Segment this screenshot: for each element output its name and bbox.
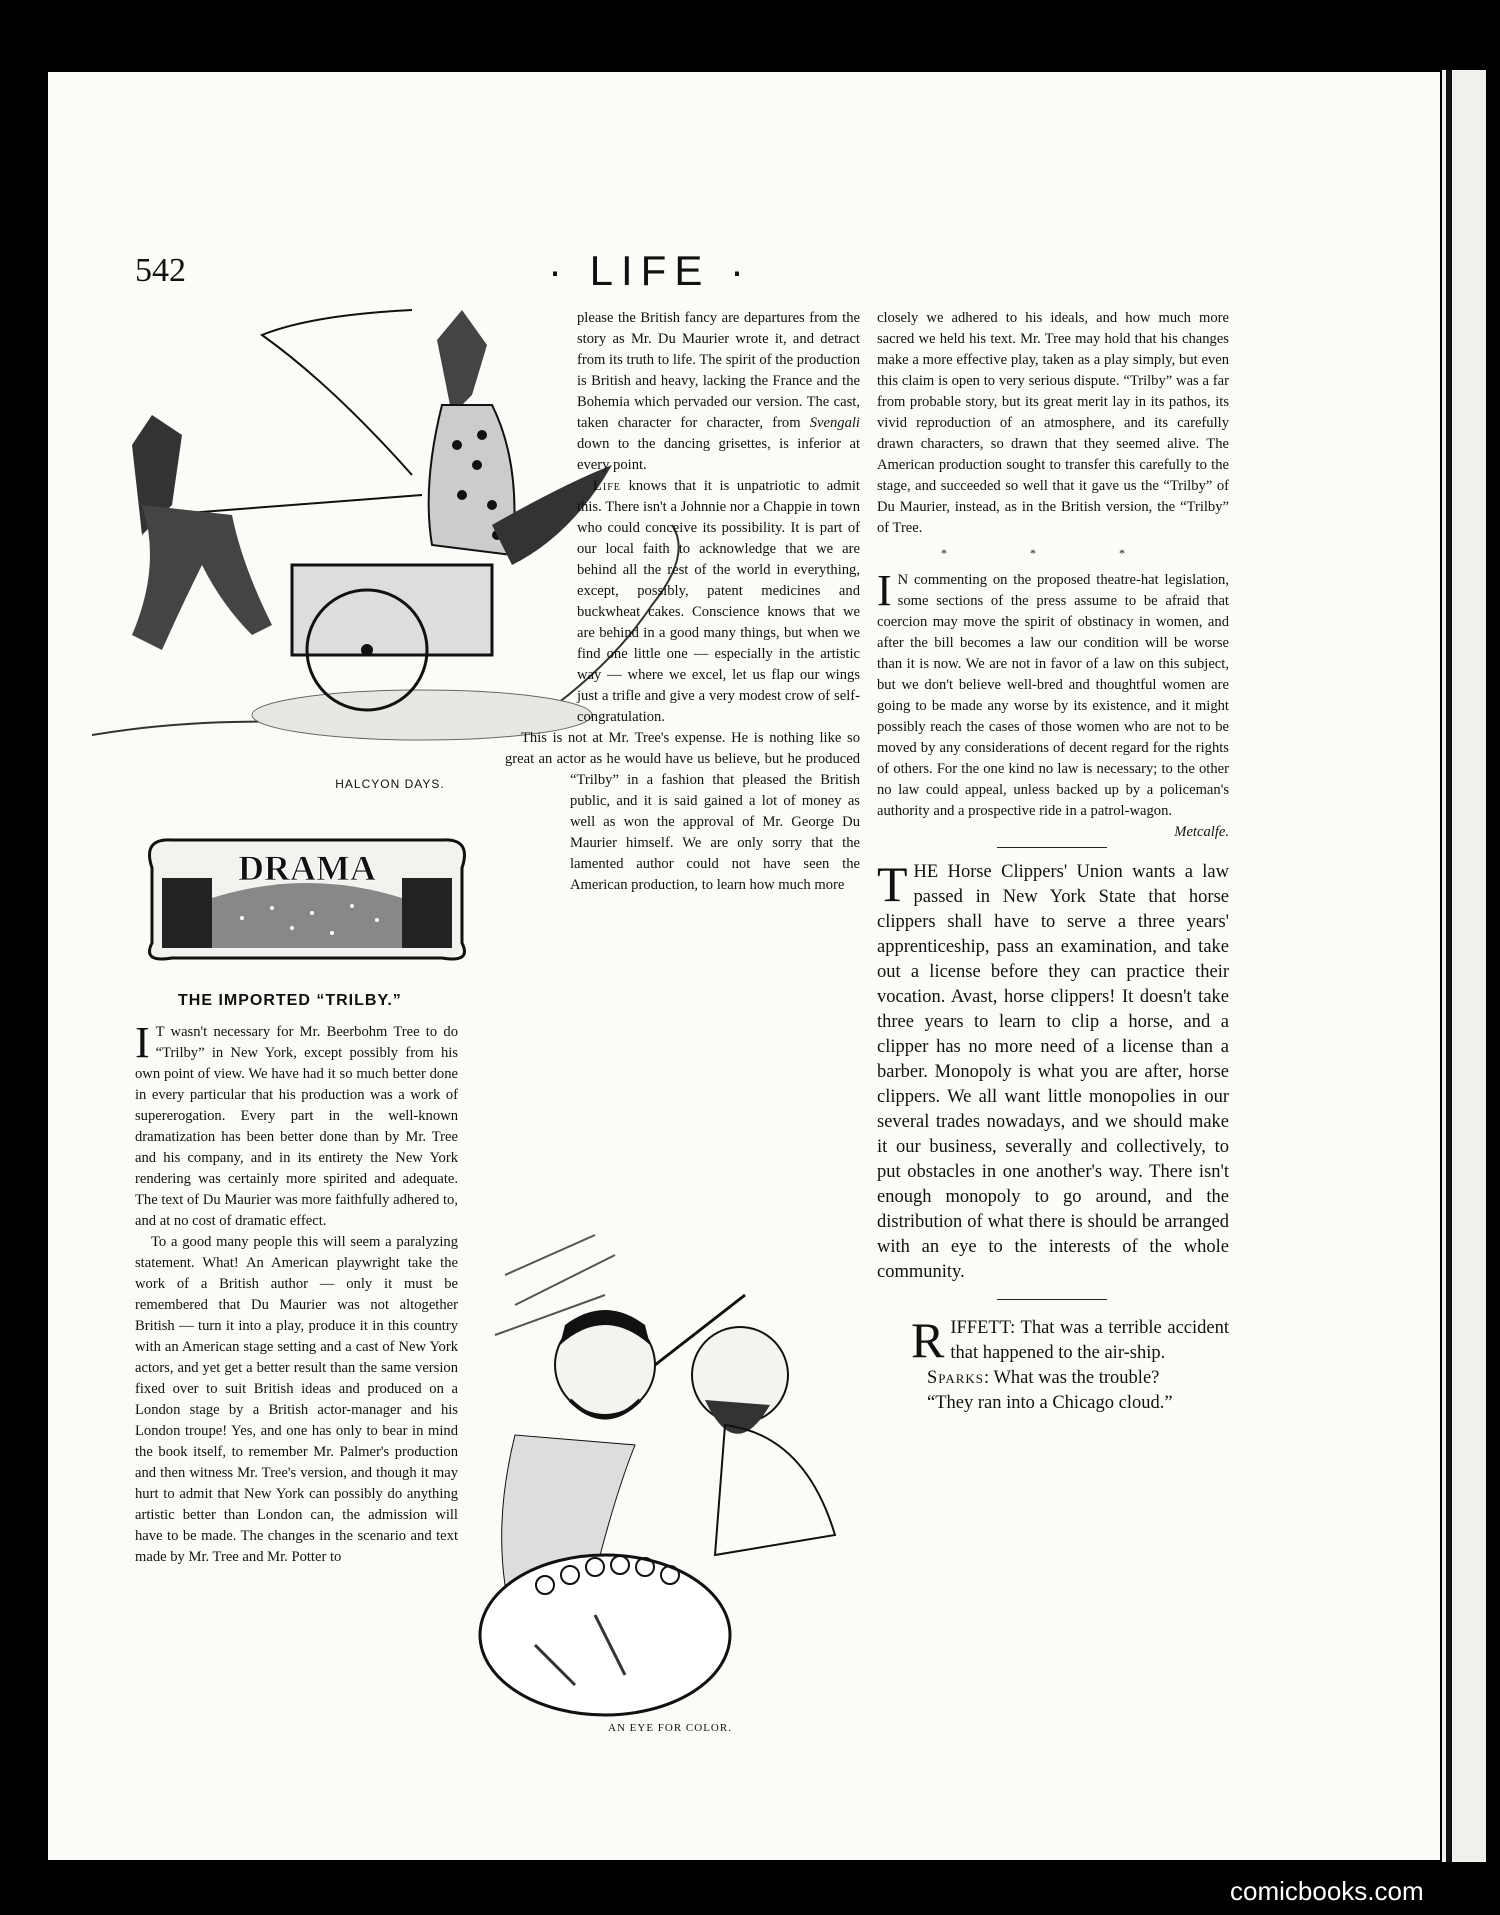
drop-cap-t: T: [877, 856, 908, 912]
col3-paragraph-1: closely we adhered to his ideals, and how much more sacred we held his text. Mr. Tree may hold that his changes make a more effective play, taken as a play simply, but even this claim is open to very serious dispute. “Trilby” was a far from probable story, but its great merit lay in its pathos, its vivid reproduction of an atmosphere, and its carefully drawn characters, so drawn that they seemed alive. The American production sought to transfer this carefully to the stage, and succeeded so well that it gave us the “Trilby” of Du Maurier, instead, as in the British version, the “Trilby” of Tree.: [877, 310, 1229, 536]
svengali-italic: Svengali: [809, 415, 860, 431]
col3-paragraph-5: : What was the trouble?: [984, 1368, 1160, 1388]
column-1: [135, 1018, 458, 1568]
text-wrap-spacer: [505, 308, 587, 788]
watermark: comicbooks.com: [1230, 1876, 1424, 1906]
col3-paragraph-3: HE Horse Clippers' Union wants a law passed in New York State that horse clippers shall have to serve a three years' apprenticeship, pass an examination, and take out a license before they can practice their vocation. Avast, horse clippers! It doesn't take three years to learn to clip a horse, and a clipper has no more need of a license than a barber. Monopoly is what you are after, horse clippers. We all want little monopolies in our several trades nowadays, and we should make it our business, severally and collectively, to put obstacles in one another's way. There isn't enough monopoly to go around, and the distribution of what there is should be arranged with an eye to the interests of the whole community.: [877, 862, 1229, 1282]
text-wrap-spacer-2: [505, 788, 570, 948]
page-number: 542: [135, 252, 186, 289]
column-2: [505, 308, 860, 948]
col3-paragraph-4: IFFETT: That was a terrible accident that happened to the air-ship.: [950, 1318, 1229, 1363]
article-title: THE IMPORTED “TRILBY.”: [178, 992, 402, 1009]
illustration-caption-eye-for-color: AN EYE FOR COLOR.: [608, 1722, 732, 1734]
divider-rule-2: [997, 1299, 1107, 1316]
masthead: · LIFE ·: [547, 247, 752, 294]
drop-cap-i-2: I: [877, 566, 892, 615]
drama-section-banner: [142, 828, 472, 968]
col3-paragraph-2: N commenting on the proposed theatre-hat legislation, some sections of the press assume to be afraid that coercion may move the spirit of obstinacy in women, and after the bill becomes a law our condition will be worse than it is now. We are not in favor of a law on this subject, but we don't believe well-bred and thoughtful women are going to be made any worse by its existence, and it might possibly reach the cases of those women who are not to be moved by any considerations of decent regard for the rights of others. For the one kind no law is necessary; to the other no law could appeal, unless backed up by a policeman's authority and a prospective ride in a patrol-wagon.: [877, 572, 1229, 819]
drop-cap-r: R: [911, 1312, 945, 1368]
life-smallcaps: Life: [593, 478, 621, 494]
eye-for-color-illustration: [475, 1215, 895, 1735]
col2-paragraph-1: please the British fancy are departures from the story as Mr. Du Maurier wrote it, and detract from its truth to life. The spirit of the production is British and heavy, lacking the France and the Bohemia which pervaded our version. The cast, taken character for character, from: [577, 310, 860, 431]
col3-paragraph-6: “They ran into a Chicago cloud.”: [927, 1393, 1173, 1413]
section-stars: * * *: [941, 546, 1165, 560]
drop-cap-i: I: [135, 1018, 150, 1067]
column-3: [877, 308, 1229, 1416]
col2-paragraph-3: This is not at Mr. Tree's expense. He is nothing like so great an actor as he would have us believe, but he produced “Trilby” in a fashion that pleased the British public, and it is said gained a lot of money as well as won the approval of Mr. George Du Maurier himself. We are only sorry that the lamented author could not have seen the American production, to learn how much more: [505, 730, 860, 893]
illustration-caption-halcyon: HALCYON DAYS.: [335, 777, 445, 791]
divider-rule-1: [997, 847, 1107, 856]
col2-paragraph-1-end: down to the dancing grisettes, is inferior at every point.: [577, 436, 860, 473]
sparks-smallcaps: Sparks: [927, 1368, 985, 1388]
page-gutter-line: [1446, 70, 1452, 1862]
col1-paragraph-1: T wasn't necessary for Mr. Beerbohm Tree to do “Trilby” in New York, except possibly from his own point of view. We have had it so much better done in every particular that his production was a work of supererogation. Every part in the well-known dramatization has been better done than by Mr. Tree and his company, and in its entirety the New York rendering was certainly more spirited and adequate. The text of Du Maurier was more faithfully adhered to, and at no cost of dramatic effect.: [135, 1024, 458, 1229]
author-signature: Metcalfe.: [1174, 824, 1229, 840]
drama-banner-text: DRAMA: [238, 848, 376, 888]
col2-paragraph-2: knows that it is unpatriotic to admit this. There isn't a Johnnie nor a Chappie in town who could conceive its possibility. It is part of our local faith to acknowledge that we are behind all the rest of the world in everything, except, possibly, patent medicines and buckwheat cakes. Conscience knows that we are behind in a good many things, but when we find one little one — especially in the artistic way — where we excel, let us flap our wings just a trifle and give a very modest crow of self-congratulation.: [577, 478, 860, 725]
col1-paragraph-2: To a good many people this will seem a paralyzing statement. What! An American playwright take the work of a British author — only it must be remembered that Du Maurier was not altogether British — turn it into a play, produce it in this country with an American stage setting and a cast of New York actors, and yet get a better result than the same version fixed over to suit British ideas and produced on a London stage by a British actor-manager and his London troupe! Yes, and one has only to bear in mind the book itself, to remember Mr. Palmer's production and then witness Mr. Tree's version, and though it may hurt to admit that New York can possibly do anything artistic better than London can, the admission will have to be made. The changes in the scenario and text made by Mr. Tree and Mr. Potter to: [135, 1234, 458, 1565]
